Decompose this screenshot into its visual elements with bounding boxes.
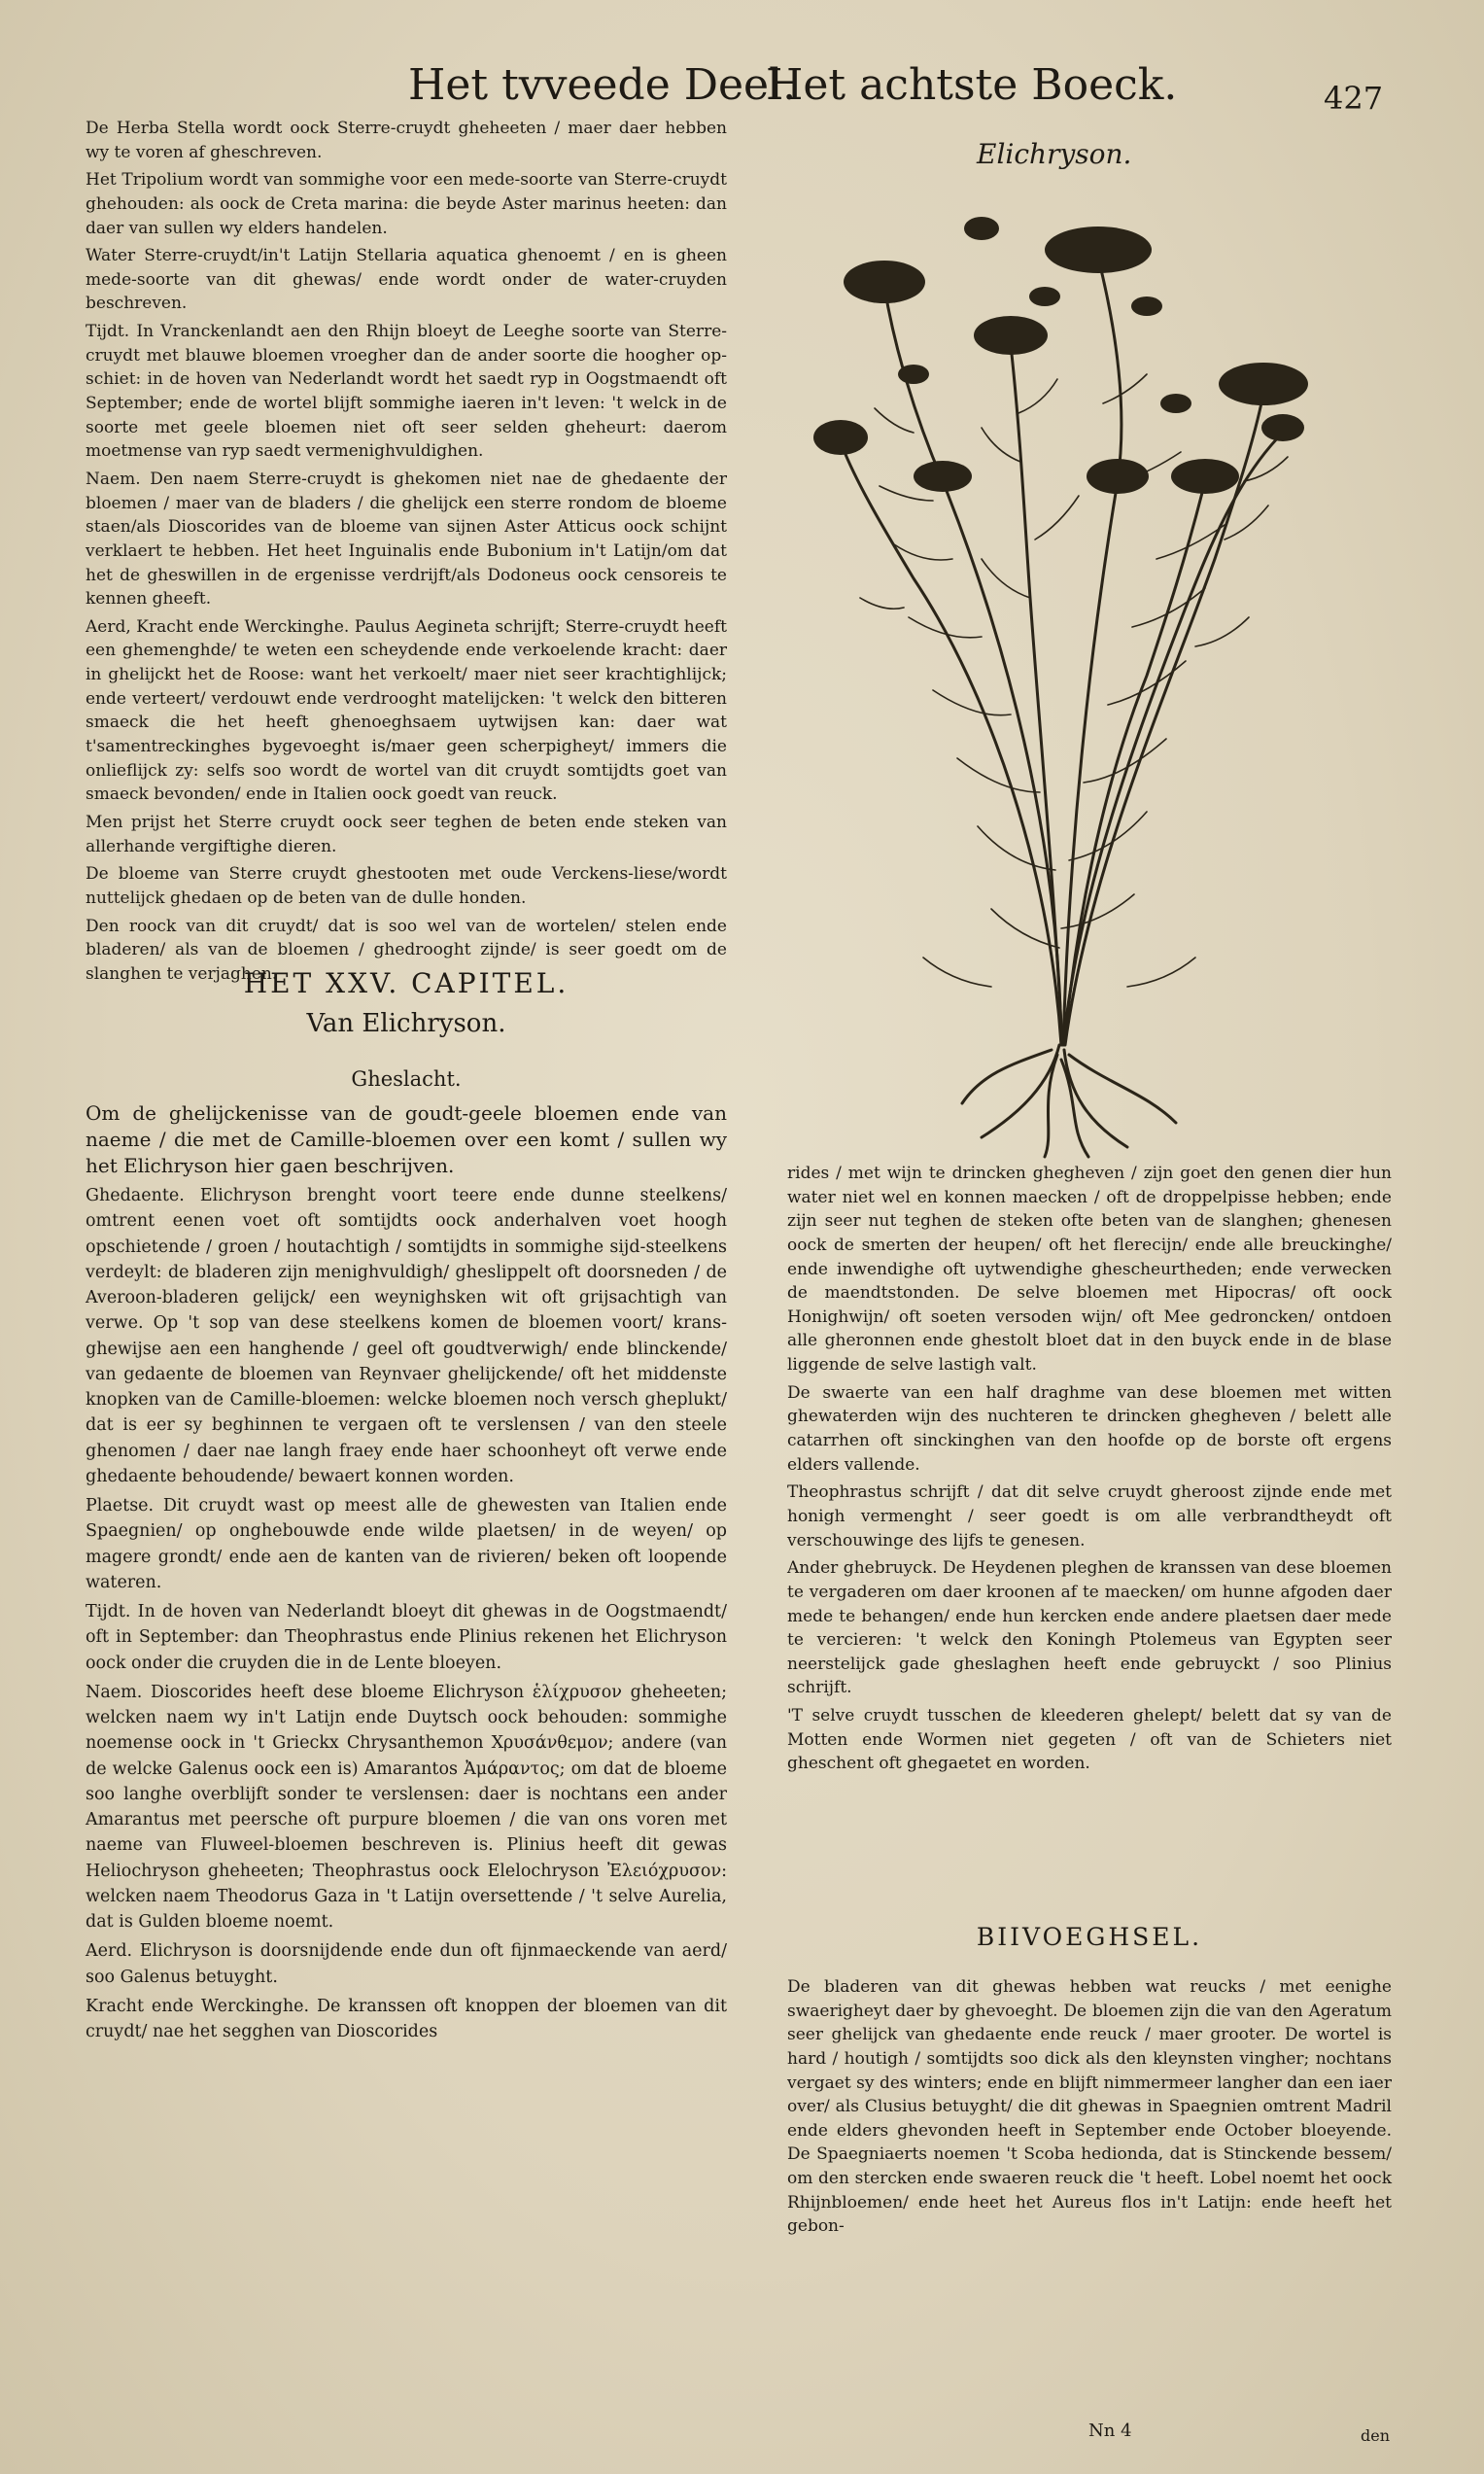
chapter-heading — [86, 967, 727, 1038]
roots — [962, 1045, 1176, 1157]
paragraph: Plaetse. Dit cruydt wast op meest alle de ghewesten van Italien ende Spaegnien/ op onghebouwde ende wilde plaetsen/ in de weyen/ op magere grondt/ ende aen de kanten van de rivieren/ beken oft loopende wateren. — [86, 1496, 727, 1592]
paragraph: Theophrastus schrijft / dat dit selve cruydt gheroost zijnde ende met honigh vermenght / seer goedt is om alle verbrandtheydt oft verschouwinge des lijfs te genesen. — [787, 1482, 1392, 1551]
paragraph: Aerd. Elichryson is doorsnijdende ende dun oft fijnmaeckende van aerd/ soo Galenus betuyght. — [86, 1941, 727, 1987]
paragraph: Naem. Dioscorides heeft dese bloeme Elichryson ἑλίχρυσον gheheeten; welcken naem wy in't Latijn ende Duytsch oock behouden: sommighe noemense oock in 't Grieckx Chrysanthemon Χρυσάνθεμον; andere (van de welcke Galenus oock een is) Amarantos Ἀμάραντος; om dat de bloeme soo langhe overblijft sonder te verslensen: daer is nochtans een ander Amarantus met peersche oft purpure bloemen / die van ons voren met naeme van Fluweel-bloemen beschreven is. Plinius heeft dit gewas Heliochryson gheheeten; Theophrastus oock Elelochryson Ἐλειόχρυσον: welcken naem Theodorus Gaza in 't Latijn oversettende / 't selve Aurelia, dat is Gulden bloeme noemt. — [86, 1682, 727, 1932]
paragraph: Den roock van dit cruydt/ dat is soo wel van de wortelen/ stelen ende bladeren/ als van de bloemen / ghedrooght zijnde/ is seer goedt om de slanghen te verjaghen. — [86, 916, 727, 984]
paragraph: Om de ghelijckenisse van de goudt-geele bloemen ende van naeme / die met de Camille-bloemen over een komt / sullen wy het Elichryson hier gaen beschrijven. — [86, 1101, 727, 1177]
right-column-upper — [787, 1162, 1392, 1780]
catchword: den — [1361, 2426, 1391, 2445]
paragraph: Aerd, Kracht ende Werckinghe. Paulus Aegineta schrijft; Sterre-cruydt heeft een ghemenghde/ te weten een scheydende ende verkoelende kracht: daer in ghelijckt het de Roose: want het verkoelt/ maer niet seer krachtighlijck; ende verteert/ verdouwt ende verdrooght matelijcken: 't welck den bitteren smaeck die het heeft ghenoeghsaem uytwijsen kan: daer wat t'samentreckinghes bygevoeght is/maer geen scherpigheyt/ immers die onlieflijck zy: selfs soo wordt de wortel van dit cruydt somtijdts goet van smaeck bevonden/ ende in Italien oock goedt van reuck. — [86, 616, 727, 805]
chapter-title: HET XXV. CAPITEL. — [243, 967, 569, 999]
paragraph: Tijdt. In Vranckenlandt aen den Rhijn bloeyt de Leeghe soorte van Sterre-cruydt met blauwe bloemen vroegher dan de ander soorte die hoogher op-schiet: in de hoven van Nederlandt wordt het saedt ryp in Oogstmaendt oft September; ende de wortel blijft sommighe iaeren in't leven: 't welck in de soorte met geele bloemen niet oft seer selden gheheurt: daerom moetmense van ryp saedt vermenighvuldighen. — [86, 322, 727, 462]
right-column-lower — [787, 1975, 1392, 2243]
addendum-heading: BIIVOEGHSEL. — [976, 1923, 1203, 1951]
chapter-subtitle: Van Elichryson. — [306, 1009, 506, 1038]
paragraph: Men prijst het Sterre cruydt oock seer teghen de beten ende steken van allerhande vergiftighe dieren. — [86, 812, 727, 856]
running-head-right: Het achtste Boeck. — [766, 60, 1178, 110]
paragraph: Kracht ende Werckinghe. De kranssen oft knoppen der bloemen van dit cruydt/ nae het segghen van Dioscorides — [86, 1996, 727, 2041]
left-column-lower — [86, 1100, 727, 2048]
paragraph: 'T selve cruydt tusschen de kleederen ghelept/ belett dat sy van de Motten ende Wormen niet gegeten / oft van de Schieters niet gheschent oft ghegaetet en worden. — [787, 1706, 1392, 1774]
paragraph: Water Sterre-cruydt/in't Latijn Stellaria aquatica ghenoemt / en is gheen mede-soorte van dit ghewas/ ende wordt onder de water-cruyden beschreven. — [86, 246, 727, 314]
paragraph: Tijdt. In de hoven van Nederlandt bloeyt dit ghewas in de Oogstmaendt/ oft in September: dan Theophrastus ende Plinius rekenen het Elichryson oock onder die cruyden die in de Lente bloeyen. — [86, 1602, 727, 1673]
page-number: 427 — [1324, 80, 1384, 117]
paragraph: Ghedaente. Elichryson brenght voort teere ende dunne steelkens/ omtrent eenen voet oft somtijdts oock anderhalven voet hoogh opschietende / groen / houtachtigh / somtijdts in sommighe sijd-steelkens verdeylt: de bladeren zijn menighvuldigh/ gheslippelt oft doorsneden / de Averoon-bladeren gelijck/ een weynighsken wit oft grijsachtigh van verwe. Op 't sop van dese steelkens komen de bloemen voort/ krans-ghewijse aen een hanghende / geel oft goudtverwigh/ ende blinckende/ van gedaente de bloemen van Reynvaer ghelijckende/ oft het middenste knopken van de Camille-bloemen: welcke bloemen noch versch gheplukt/ dat is eer sy beghinnen te vergaen oft te verslensen / van den steele ghenomen / daer nae langh fraey ende haer schoonheyt oft verwe ende ghedaente behoudende/ bewaert konnen worden. — [86, 1186, 727, 1486]
paragraph: rides / met wijn te drincken ghegheven / zijn goet den genen dier hun water niet wel en konnen maecken / oft de droppelpisse hebben; ende zijn seer nut teghen de steken ofte beten van de slanghen; ghenesen oock de smerten der heupen/ oft het flerecijn/ ende alle breuckinghe/ ende inwendighe oft uytwendighe ghescheurtheden; ende verwecken de maendtstonden. De selve bloemen met Hipocras/ oft oock Honighwijn/ oft soeten versoden wijn/ oft Mee gedroncken/ ontdoen alle gheronnen ende ghestolt bloet dat in den buyck ende in de blase liggende de selve lastigh valt. — [787, 1164, 1392, 1376]
paragraph: De bloeme van Sterre cruydt ghestooten met oude Verckens-liese/wordt nuttelijck ghedaen op de beten van de dulle honden. — [86, 864, 727, 908]
signature-mark: Nn 4 — [1088, 2421, 1132, 2441]
section-heading: Gheslacht. — [351, 1067, 462, 1091]
flower-heads — [813, 217, 1308, 494]
running-head-left: Het tvveede Deel. — [408, 60, 797, 110]
left-column-upper — [86, 117, 727, 990]
paragraph: Ander ghebruyck. De Heydenen pleghen de kranssen van dese bloemen te vergaderen om daer kroonen af te maecken/ om hunne afgoden daer mede te behangen/ ende hun kercken ende andere plaetsen daer mede te vercieren: 't welck den Koningh Ptolemeus van Egypten seer neerstelijck gade gheslaghen heeft ende gebruyckt / soo Plinius schrijft. — [787, 1558, 1392, 1698]
figure-caption: Elichryson. — [977, 138, 1132, 170]
paragraph: De swaerte van een half draghme van dese bloemen met witten ghewaterden wijn des nuchteren te drincken ghegheven / belett alle catarrhen oft sinckinghen van den hoofde op de borste oft ergens elders vallende. — [787, 1382, 1392, 1475]
paragraph: Naem. Den naem Sterre-cruydt is ghekomen niet nae de ghedaente der bloemen / maer van de bladers / die ghelijck een sterre rondom de bloeme staen/als Dioscorides van de bloeme van sijnen Aster Atticus oock schijnt verklaert te hebben. Het heet Inguinalis ende Bubonium in't Latijn/om dat het de gheswillen in de ergenisse verdrijft/als Dodoneus oock censoreis te kennen gheeft. — [86, 469, 727, 610]
paragraph: De Herba Stella wordt oock Sterre-cruydt gheheeten / maer daer hebben wy te voren af gheschreven. — [86, 119, 727, 162]
paragraph: De bladeren van dit ghewas hebben wat reucks / met eenighe swaerigheyt daer by ghevoeght. De bloemen zijn die van den Ageratum seer ghelijck van ghedaente ende reuck / maer grooter. De wortel is hard / houtigh / somtijdts soo dick als den kleynsten vingher; nochtans vergaet sy des winters; ende en blijft nimmermeer langher dan een iaer over/ als Clusius betuyght/ die dit ghewas in Spaegnien omtrent Madril ende elders ghevonden heeft in September ende October bloeyende. De Spaegniaerts noemen 't Scoba hedionda, dat is Stinckende bessem/ om den stercken ende swaeren reuck die 't heeft. Lobel noemt het oock Rhijnbloemen/ ende heet het Aureus flos in't Latijn: ende heeft het gebon- — [787, 1977, 1392, 2237]
plant-woodcut-illustration — [797, 190, 1341, 1162]
paragraph: Het Tripolium wordt van sommighe voor een mede-soorte van Sterre-cruydt ghehouden: als oock de Creta marina: die beyde Aster marinus heeten: dan daer van sullen wy elders handelen. — [86, 170, 727, 238]
